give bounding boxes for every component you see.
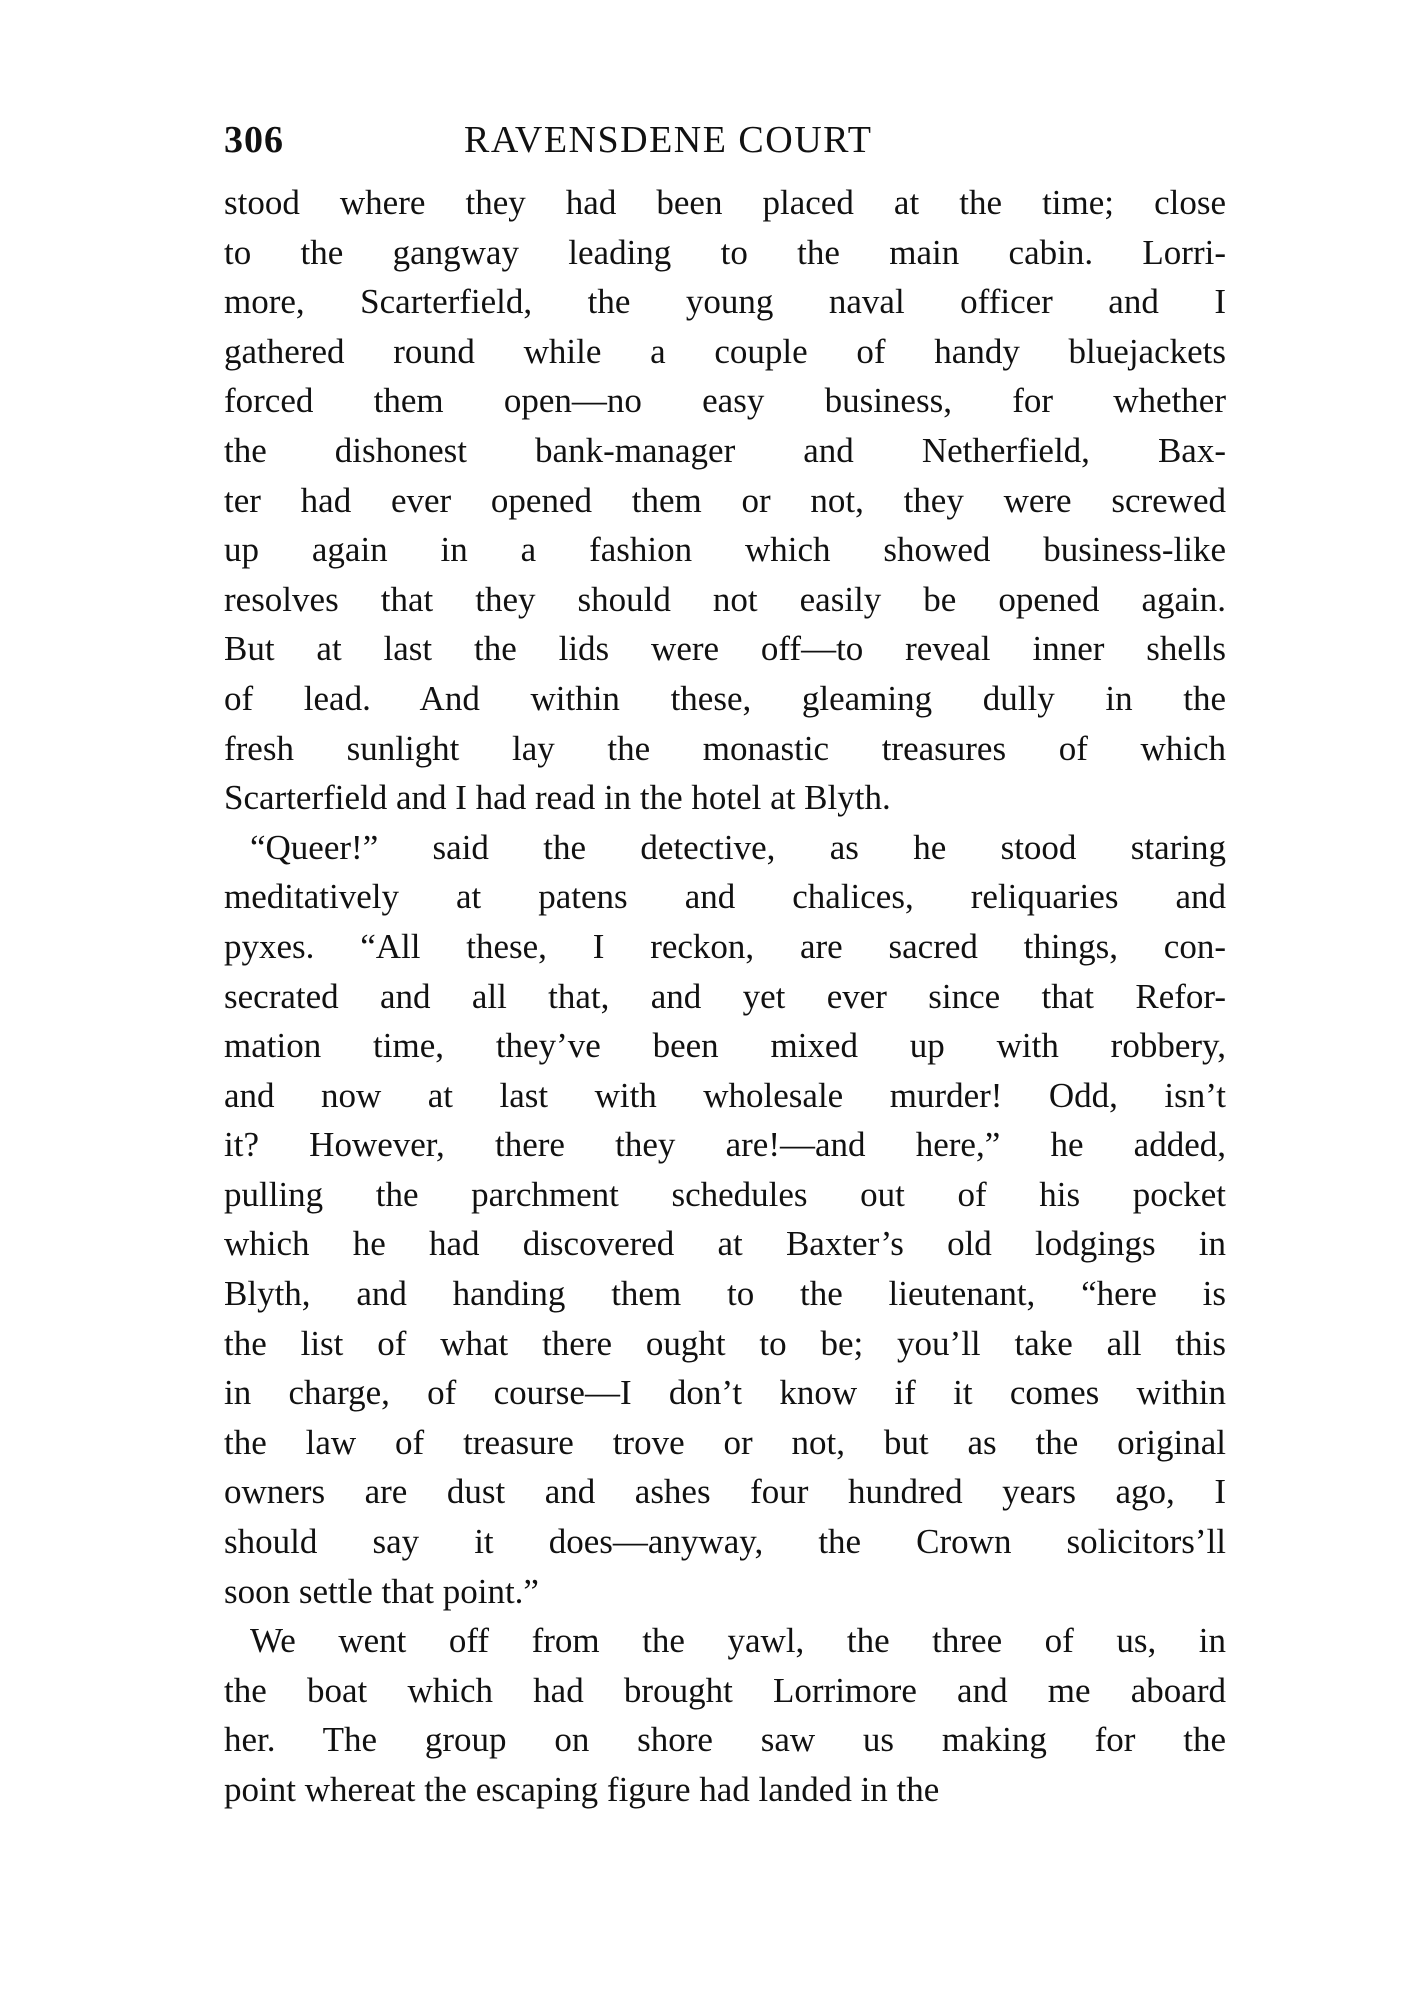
paragraph [224, 1616, 1226, 1814]
paragraph [224, 823, 1226, 1617]
text-line: mation time, they’ve been mixed up with robbery, [224, 1026, 1226, 1066]
text-line: which he had discovered at Baxter’s old lodgings in [224, 1224, 1226, 1264]
text-line: the list of what there ought to be; you’ll take all this [224, 1323, 1226, 1363]
page-header [224, 112, 1224, 168]
text-line: the boat which had brought Lorrimore and me aboard [224, 1670, 1226, 1710]
text-line: gathered round while a couple of handy bluejackets [224, 331, 1226, 371]
text-line: up again in a fashion which showed business-like [224, 530, 1226, 570]
text-line: and now at last with wholesale murder! Odd, isn’t [224, 1075, 1226, 1115]
text-line: in charge, of course—I don’t know if it comes within [224, 1373, 1226, 1413]
text-line: owners are dust and ashes four hundred years ago, I [224, 1472, 1226, 1512]
text-line: her. The group on shore saw us making for the [224, 1720, 1226, 1760]
paragraph [224, 178, 1226, 823]
text-line: Blyth, and handing them to the lieutenant, “here is [224, 1274, 1226, 1314]
text-line: it? However, there they are!—and here,” he added, [224, 1125, 1226, 1165]
text-line: But at last the lids were off—to reveal inner shells [224, 629, 1226, 669]
text-line: Scarterfield and I had read in the hotel at Blyth. [224, 778, 891, 818]
text-line: the dishonest bank-manager and Netherfield, Bax- [224, 430, 1226, 470]
text-line: more, Scarterfield, the young naval officer and I [224, 282, 1226, 322]
body-text [224, 178, 1226, 1815]
text-line: “Queer!” said the detective, as he stood staring [250, 827, 1226, 867]
text-line: soon settle that point.” [224, 1571, 539, 1611]
text-line: point whereat the escaping figure had landed in the [224, 1770, 940, 1809]
text-line: meditatively at patens and chalices, reliquaries and [224, 877, 1226, 917]
text-line: pyxes. “All these, I reckon, are sacred things, con- [224, 926, 1226, 966]
page-number: 306 [224, 119, 284, 161]
text-line: should say it does—anyway, the Crown solicitors’ll [224, 1522, 1226, 1562]
running-title: RAVENSDENE COURT [464, 119, 873, 161]
text-line: ter had ever opened them or not, they were screwed [224, 480, 1226, 520]
text-line: We went off from the yawl, the three of us, in [250, 1621, 1226, 1661]
text-line: stood where they had been placed at the time; close [224, 183, 1226, 222]
text-line: to the gangway leading to the main cabin. Lorri- [224, 232, 1226, 272]
text-line: the law of treasure trove or not, but as the original [224, 1422, 1226, 1462]
text-line: secrated and all that, and yet ever since that Refor- [224, 976, 1226, 1016]
text-line: pulling the parchment schedules out of his pocket [224, 1174, 1226, 1214]
text-line: resolves that they should not easily be opened again. [224, 579, 1226, 619]
text-line: of lead. And within these, gleaming dully in the [224, 678, 1226, 718]
text-line: forced them open—no easy business, for whether [224, 381, 1226, 421]
text-line: fresh sunlight lay the monastic treasures of which [224, 728, 1226, 768]
